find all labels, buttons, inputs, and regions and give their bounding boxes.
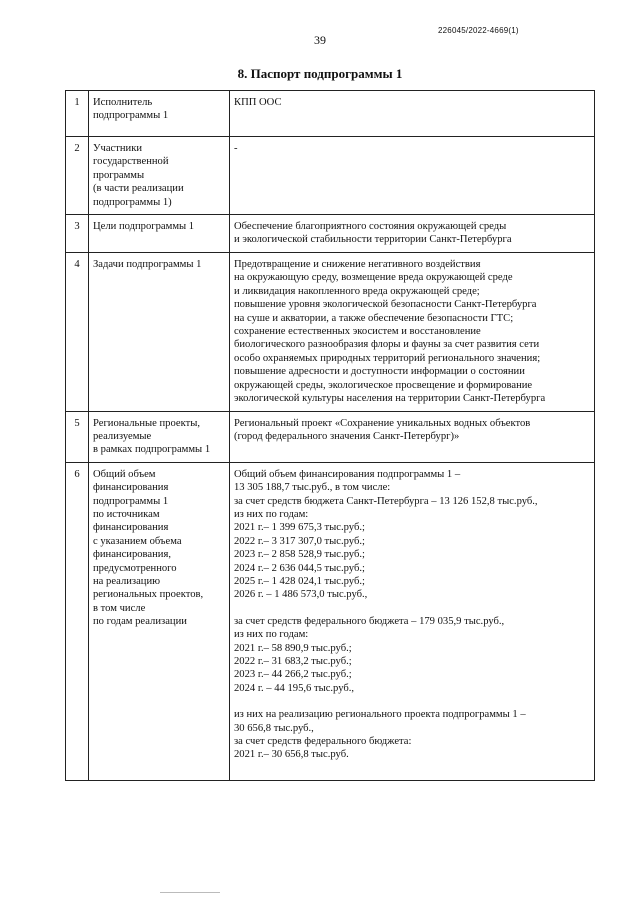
table-row xyxy=(66,253,595,411)
content-line: за счет средств федерального бюджета – 179 035,9 тыс.руб., xyxy=(234,615,505,627)
content-line: повышение адресности и доступности информации о состоянии xyxy=(234,366,525,378)
row-content xyxy=(230,462,595,780)
label-line: Региональные проекты, xyxy=(93,417,200,429)
label-line: в рамках подпрограммы 1 xyxy=(93,444,211,456)
row-label xyxy=(89,462,230,780)
label-line: на реализацию xyxy=(93,575,161,587)
label-line: финансирования xyxy=(93,522,169,534)
content-line: на суше и акватории, а также обеспечение безопасности ГТС; xyxy=(234,312,514,324)
content-line: 30 656,8 тыс.руб., xyxy=(234,722,314,734)
label-line: по источникам xyxy=(93,508,160,520)
content-line: биологического разнообразия флоры и фауны за счет развития сети xyxy=(234,339,540,351)
content-line: Обеспечение благоприятного состояния окружающей среды xyxy=(234,221,507,233)
label-line: подпрограммы 1 xyxy=(93,495,169,507)
label-line: реализуемые xyxy=(93,430,152,442)
row-number: 6 xyxy=(66,462,89,780)
table-row xyxy=(66,215,595,253)
content-line: на окружающую среду, возмещение вреда окружающей среде xyxy=(234,272,513,284)
content-line: - xyxy=(234,143,238,154)
table-row xyxy=(66,411,595,462)
label-line: с указанием объема xyxy=(93,535,182,547)
row-label xyxy=(89,411,230,462)
content-line: Предотвращение и снижение негативного воздействия xyxy=(234,259,481,271)
content-line: 2023 г.– 44 266,2 тыс.руб.; xyxy=(234,669,352,681)
table-row xyxy=(66,91,595,137)
page-number: 39 xyxy=(314,33,326,47)
label-line: (в части реализации xyxy=(93,183,184,195)
content-line: и ликвидация накопленного вреда окружающей среде; xyxy=(234,285,480,297)
row-label xyxy=(89,253,230,411)
table-row xyxy=(66,462,595,780)
label-line: в том числе xyxy=(93,602,146,614)
content-line: КПП ООС xyxy=(234,97,282,108)
content-line: из них по годам: xyxy=(234,508,309,520)
content-line: 2024 г.– 2 636 044,5 тыс.руб.; xyxy=(234,562,365,574)
table-row xyxy=(66,137,595,215)
content-line: повышение уровня экологической безопасности Санкт-Петербурга xyxy=(234,299,537,311)
content-line: 2021 г.– 1 399 675,3 тыс.руб.; xyxy=(234,522,365,534)
label-line: программы xyxy=(93,169,145,181)
row-content xyxy=(230,215,595,253)
content-line: Региональный проект «Сохранение уникальных водных объектов xyxy=(234,417,531,429)
content-line: окружающей среды, экологическое просвещение и формирование xyxy=(234,379,533,391)
content-line: 2024 г. – 44 195,6 тыс.руб., xyxy=(234,682,355,694)
content-line: 13 305 188,7 тыс.руб., в том числе: xyxy=(234,482,391,494)
passport-table-body xyxy=(66,91,595,781)
label-line: финансирования, xyxy=(93,549,171,561)
content-line: из них по годам: xyxy=(234,629,309,641)
content-line: особо охраняемых природных территорий регионального значения; xyxy=(234,352,541,364)
content-line: 2022 г.– 3 317 307,0 тыс.руб.; xyxy=(234,535,365,547)
content-line: из них на реализацию регионального проекта подпрограммы 1 – xyxy=(234,709,526,721)
row-number: 1 xyxy=(66,91,89,137)
content-line: 2022 г.– 31 683,2 тыс.руб.; xyxy=(234,656,352,667)
row-content xyxy=(230,91,595,137)
label-line: Исполнитель xyxy=(93,97,153,108)
row-number: 5 xyxy=(66,411,89,462)
label-line: Цели подпрограммы 1 xyxy=(93,221,195,233)
scan-artifact-line xyxy=(160,892,220,893)
row-content xyxy=(230,411,595,462)
row-label xyxy=(89,91,230,137)
label-line: Задачи подпрограммы 1 xyxy=(93,259,202,271)
content-line: сохранение естественных экосистем и восстановление xyxy=(234,326,481,338)
subprogram-passport-table xyxy=(65,90,595,781)
label-line: предусмотренного xyxy=(93,562,177,574)
row-number: 2 xyxy=(66,137,89,215)
content-line: экологической культуры населения на территории Санкт-Петербурга xyxy=(234,393,546,405)
content-line: 2021 г.– 30 656,8 тыс.руб. xyxy=(234,749,349,761)
section-title: 8. Паспорт подпрограммы 1 xyxy=(237,66,403,81)
content-line: 2025 г.– 1 428 024,1 тыс.руб.; xyxy=(234,575,365,587)
content-line: за счет средств бюджета Санкт-Петербурга – 13 126 152,8 тыс.руб., xyxy=(234,495,538,507)
row-content xyxy=(230,137,595,215)
row-label xyxy=(89,215,230,253)
label-line: подпрограммы 1 xyxy=(93,110,169,122)
label-line: государственной xyxy=(93,156,169,168)
paragraph-gap xyxy=(234,695,590,708)
content-line: (город федерального значения Санкт-Петербург)» xyxy=(234,430,460,442)
label-line: региональных проектов, xyxy=(93,589,204,601)
label-line: Общий объем xyxy=(93,468,156,480)
label-line: Участники xyxy=(93,143,143,154)
row-label xyxy=(89,137,230,215)
content-line: за счет средств федерального бюджета: xyxy=(234,736,412,748)
content-line: и экологической стабильности территории Санкт-Петербурга xyxy=(234,234,512,246)
content-line: 2023 г.– 2 858 528,9 тыс.руб.; xyxy=(234,549,365,561)
row-number: 3 xyxy=(66,215,89,253)
label-line: финансирования xyxy=(93,482,169,494)
content-line: 2021 г.– 58 890,9 тыс.руб.; xyxy=(234,642,352,654)
label-line: подпрограммы 1) xyxy=(93,196,172,208)
paragraph-gap xyxy=(234,602,590,615)
document-registration-code: 226045/2022-4669(1) xyxy=(438,26,519,35)
content-line: 2026 г. – 1 486 573,0 тыс.руб., xyxy=(234,589,368,601)
content-line: Общий объем финансирования подпрограммы 1 – xyxy=(234,468,461,480)
row-content xyxy=(230,253,595,411)
row-number: 4 xyxy=(66,253,89,411)
label-line: по годам реализации xyxy=(93,616,187,628)
